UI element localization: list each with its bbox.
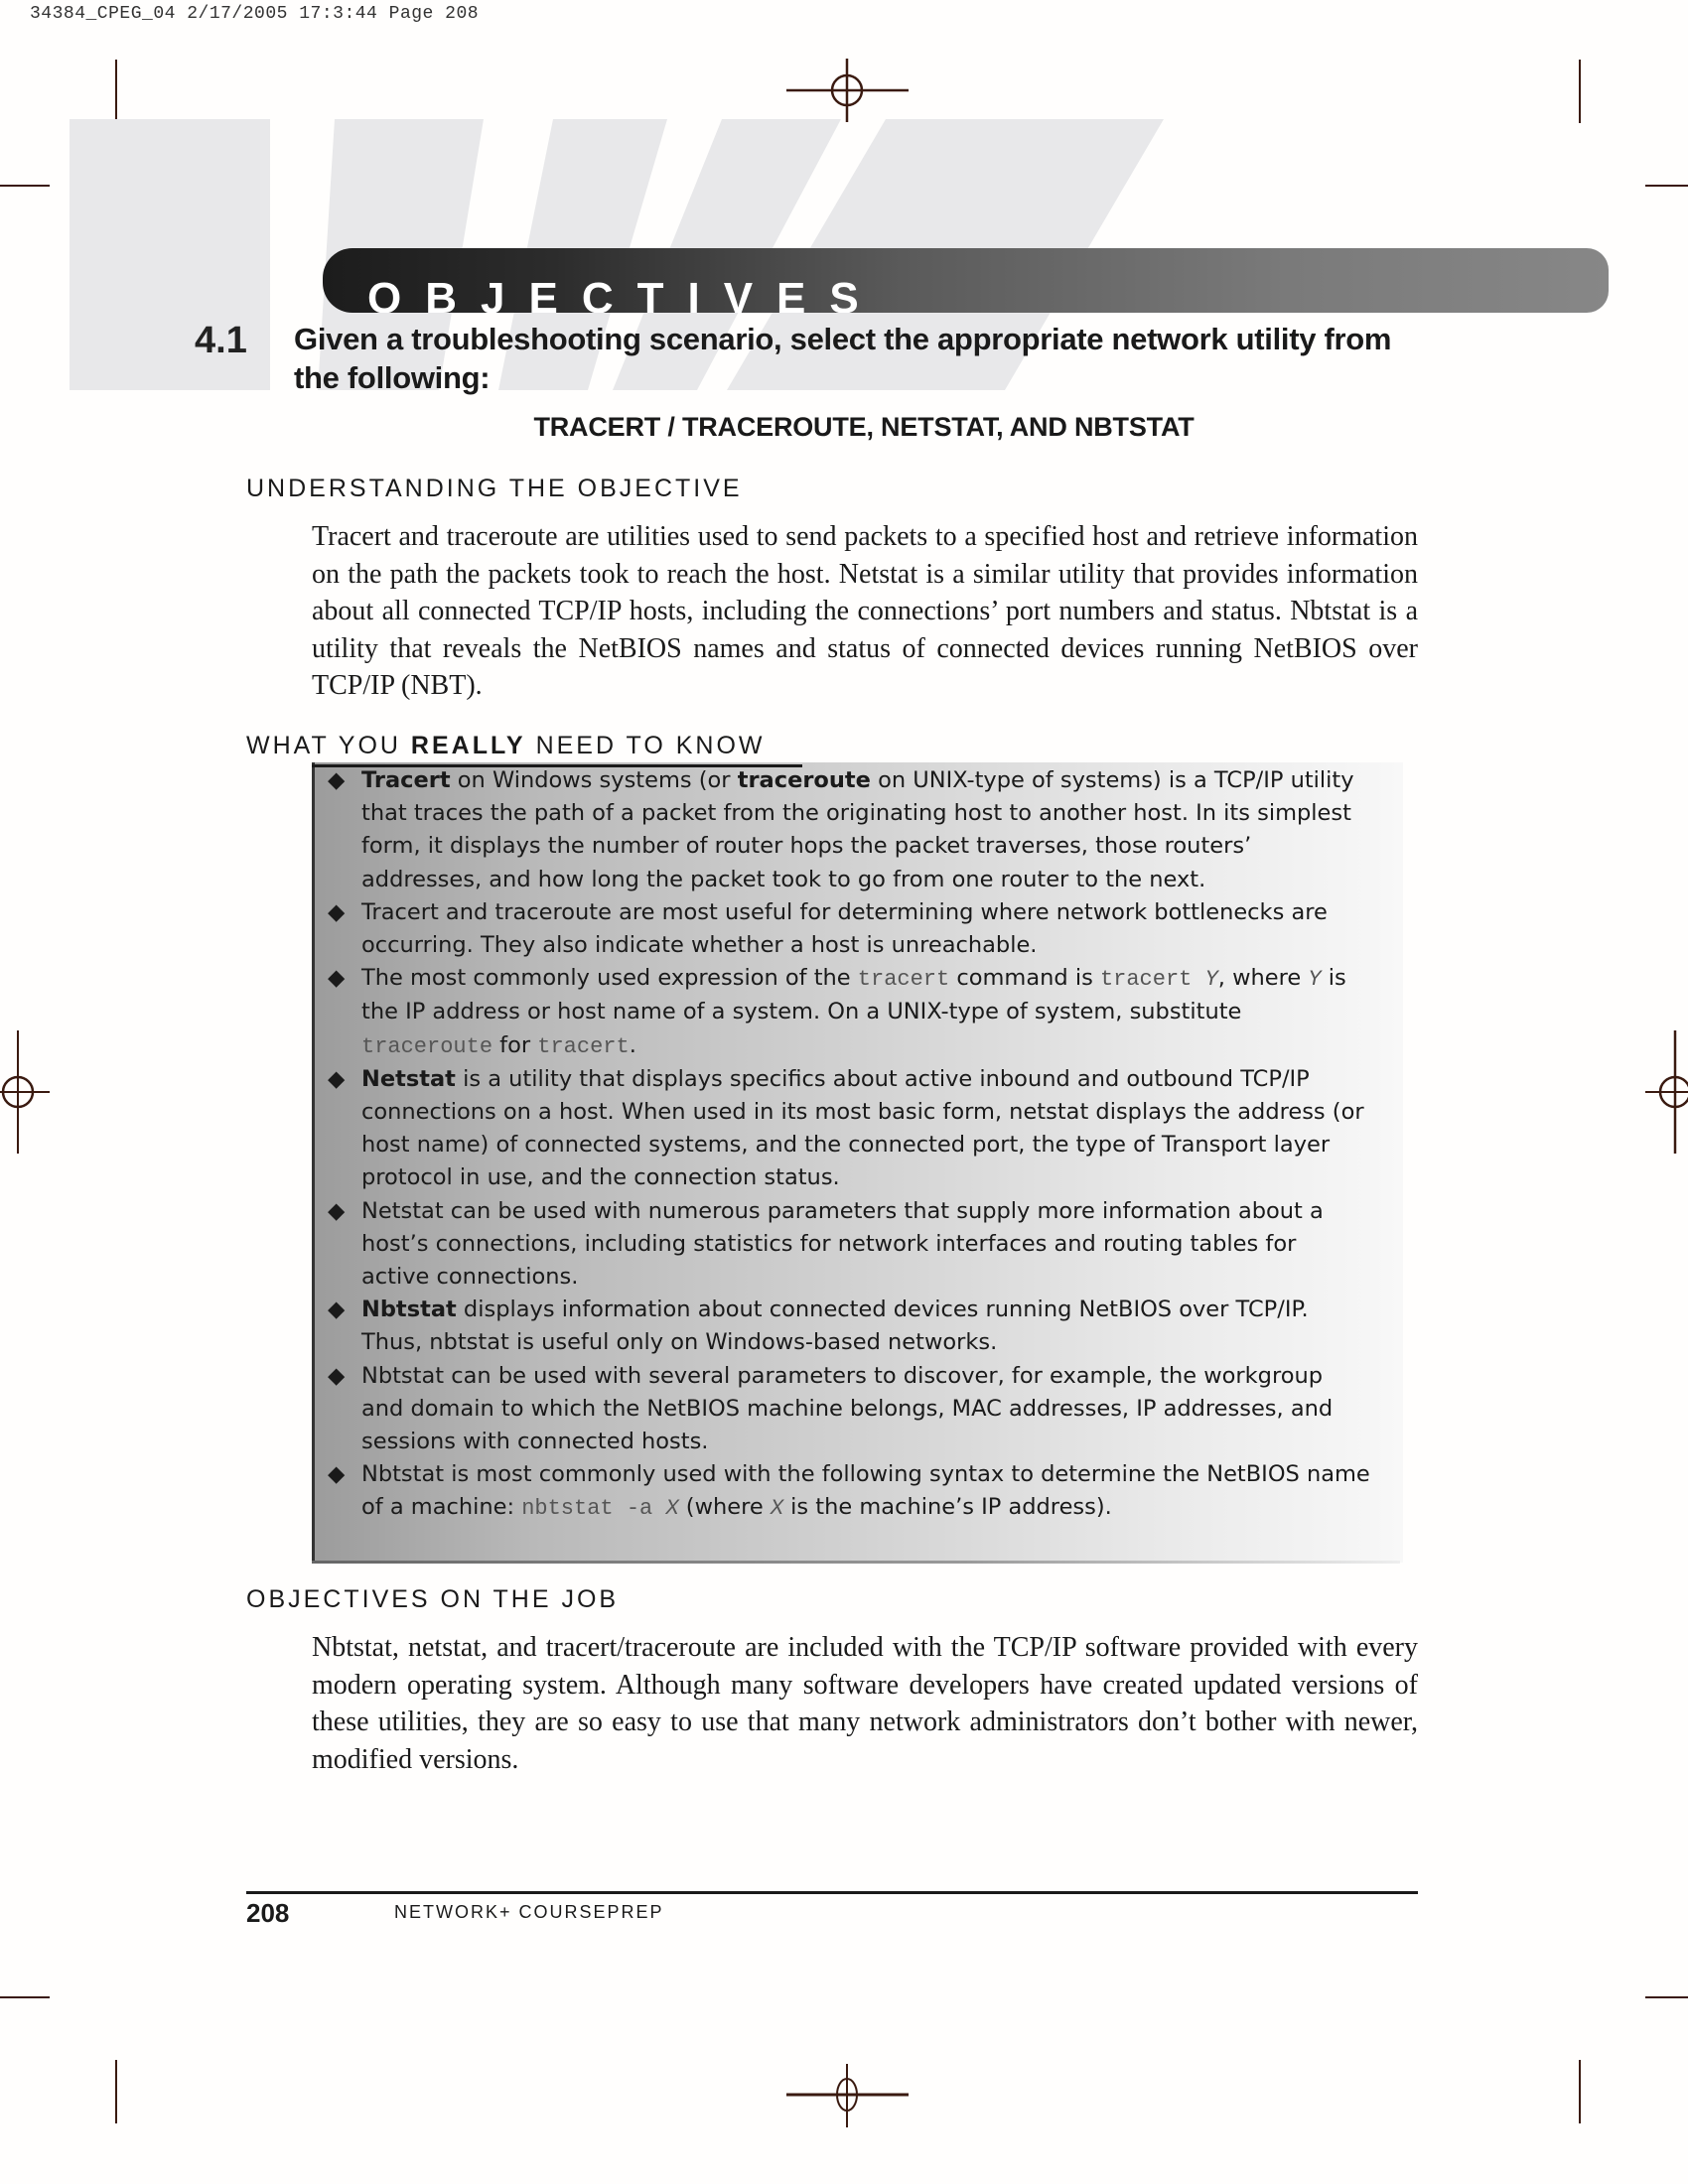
key-point-text: Nbtstat is most commonly used with the following syntax to determine the NetBIOS name of a machine: xyxy=(361,1461,1370,1521)
heading-part: NEED TO KNOW xyxy=(525,732,766,759)
key-point-text: is the IP address or host name of a system. On a UNIX-type of system, substitute xyxy=(361,965,1346,1025)
book-title: NETWORK+ COURSEPREP xyxy=(394,1902,664,1922)
key-point-item xyxy=(328,1063,1370,1195)
key-point-text: Y xyxy=(1204,967,1218,993)
key-point-text: X xyxy=(665,1496,679,1522)
key-point-text: The most commonly used expression of the xyxy=(361,965,858,992)
key-point-text: on UNIX-type of systems) is a TCP/IP utility that traces the path of a packet from the originating host to another host. In its simplest form, it displays the number of router hops the packet traverses, those routers’ addresses, and how long the packet took to go from one router to the next. xyxy=(361,767,1354,892)
key-point-text: is the machine’s IP address). xyxy=(783,1494,1112,1521)
section-heading-on-the-job: OBJECTIVES ON THE JOB xyxy=(246,1585,620,1613)
key-point-text: , where xyxy=(1217,965,1309,992)
objective-subtitle: TRACERT / TRACEROUTE, NETSTAT, AND NBTSTAT xyxy=(533,412,1195,442)
key-point-item xyxy=(328,1195,1370,1295)
key-point-text: Nbtstat xyxy=(361,1297,457,1323)
key-point-text: . xyxy=(629,1031,636,1058)
diamond-bullet-icon: ◆ xyxy=(328,1197,346,1224)
key-point-text: X xyxy=(770,1496,784,1522)
key-point-text: Nbtstat can be used with several parameters to discover, for example, the workgroup and domain to which the NetBIOS machine belongs, MAC addresses, IP addresses, and sessions with connected hosts. xyxy=(361,1362,1334,1455)
heading-part: WHAT YOU xyxy=(246,732,411,759)
key-point-item xyxy=(328,764,1370,896)
key-point-text: Netstat can be used with numerous parameters that supply more information about a host’s connections, including statistics for network interfaces and routing tables for active connections. xyxy=(361,1197,1324,1291)
key-point-text: nbtstat -a xyxy=(521,1496,666,1522)
key-point-item xyxy=(328,1458,1370,1525)
key-point-text: traceroute xyxy=(737,767,871,793)
page-number: 208 xyxy=(246,1898,290,1928)
diamond-bullet-icon: ◆ xyxy=(328,1065,346,1092)
diamond-bullet-icon: ◆ xyxy=(328,898,346,925)
heading-emphasis: REALLY xyxy=(410,732,526,759)
key-point-text: is a utility that displays specifics about active inbound and outbound TCP/IP connections on a host. When used in its most basic form, netstat displays the address (or host name) of connected systems, and the connected port, the type of Transport layer protocol in use, and the connection status. xyxy=(361,1065,1364,1191)
key-point-item xyxy=(328,962,1370,1063)
registration-mark-left-icon xyxy=(0,1027,60,1157)
registration-mark-top-icon xyxy=(784,55,914,124)
key-point-text: tracert xyxy=(857,967,950,993)
key-point-text: for xyxy=(492,1031,538,1058)
on-the-job-paragraph: Nbtstat, netstat, and tracert/traceroute are included with the TCP/IP software provided with every modern operating system. Although many software developers have created updated versions of these utilities, they are so easy to use that many network administrators don’t bother with newer, modified versions. xyxy=(312,1632,1418,1775)
diamond-bullet-icon: ◆ xyxy=(328,965,346,992)
registration-mark-right-icon xyxy=(1643,1027,1688,1157)
key-point-item xyxy=(328,1294,1370,1359)
section-heading-understanding: UNDERSTANDING THE OBJECTIVE xyxy=(246,475,743,502)
key-point-text: traceroute xyxy=(361,1033,493,1059)
key-point-text: displays information about connected devices running NetBIOS over TCP/IP. Thus, nbtstat is useful only on Windows-based networks. xyxy=(361,1297,1309,1356)
registration-mark-bottom-icon xyxy=(784,2060,914,2129)
objectives-banner-label: OBJECTIVES xyxy=(367,274,883,313)
print-slug: 34384_CPEG_04 2/17/2005 17:3:44 Page 208 xyxy=(30,4,480,24)
key-point-text: (where xyxy=(678,1494,771,1521)
diamond-bullet-icon: ◆ xyxy=(328,1461,346,1488)
section-heading-really-need xyxy=(246,732,766,760)
key-point-item xyxy=(328,1360,1370,1459)
key-point-text: Tracert xyxy=(361,767,451,793)
key-point-text: tracert xyxy=(537,1033,630,1059)
key-point-text: on Windows systems (or xyxy=(450,767,738,793)
objective-title: Given a troubleshooting scenario, select the appropriate network utility from the following: xyxy=(294,322,1392,395)
key-point-text: Netstat xyxy=(361,1065,456,1092)
key-points-list xyxy=(328,764,1370,1526)
understanding-paragraph: Tracert and traceroute are utilities used to send packets to a specified host and retrieve information on the path the packets took to reach the host. Netstat is a similar utility that provides information about all connected TCP/IP hosts, including the connections’ port numbers and status. Nbtstat is a utility that reveals the NetBIOS names and status of connected devices running NetBIOS over TCP/IP (NBT). xyxy=(312,521,1418,702)
footer-rule xyxy=(246,1891,1418,1894)
diamond-bullet-icon: ◆ xyxy=(328,1362,346,1389)
key-points-box-bottom-edge xyxy=(312,1561,1400,1564)
diamond-bullet-icon: ◆ xyxy=(328,767,346,793)
key-point-text: tracert xyxy=(1099,967,1205,993)
key-point-item xyxy=(328,896,1370,962)
key-point-text: Y xyxy=(1308,967,1322,993)
objective-number: 4.1 xyxy=(195,320,247,361)
key-point-text: Tracert and traceroute are most useful for determining where network bottlenecks are occurring. They also indicate whether a host is unreachable. xyxy=(361,898,1328,959)
key-point-text: command is xyxy=(949,965,1100,992)
diamond-bullet-icon: ◆ xyxy=(328,1297,346,1323)
